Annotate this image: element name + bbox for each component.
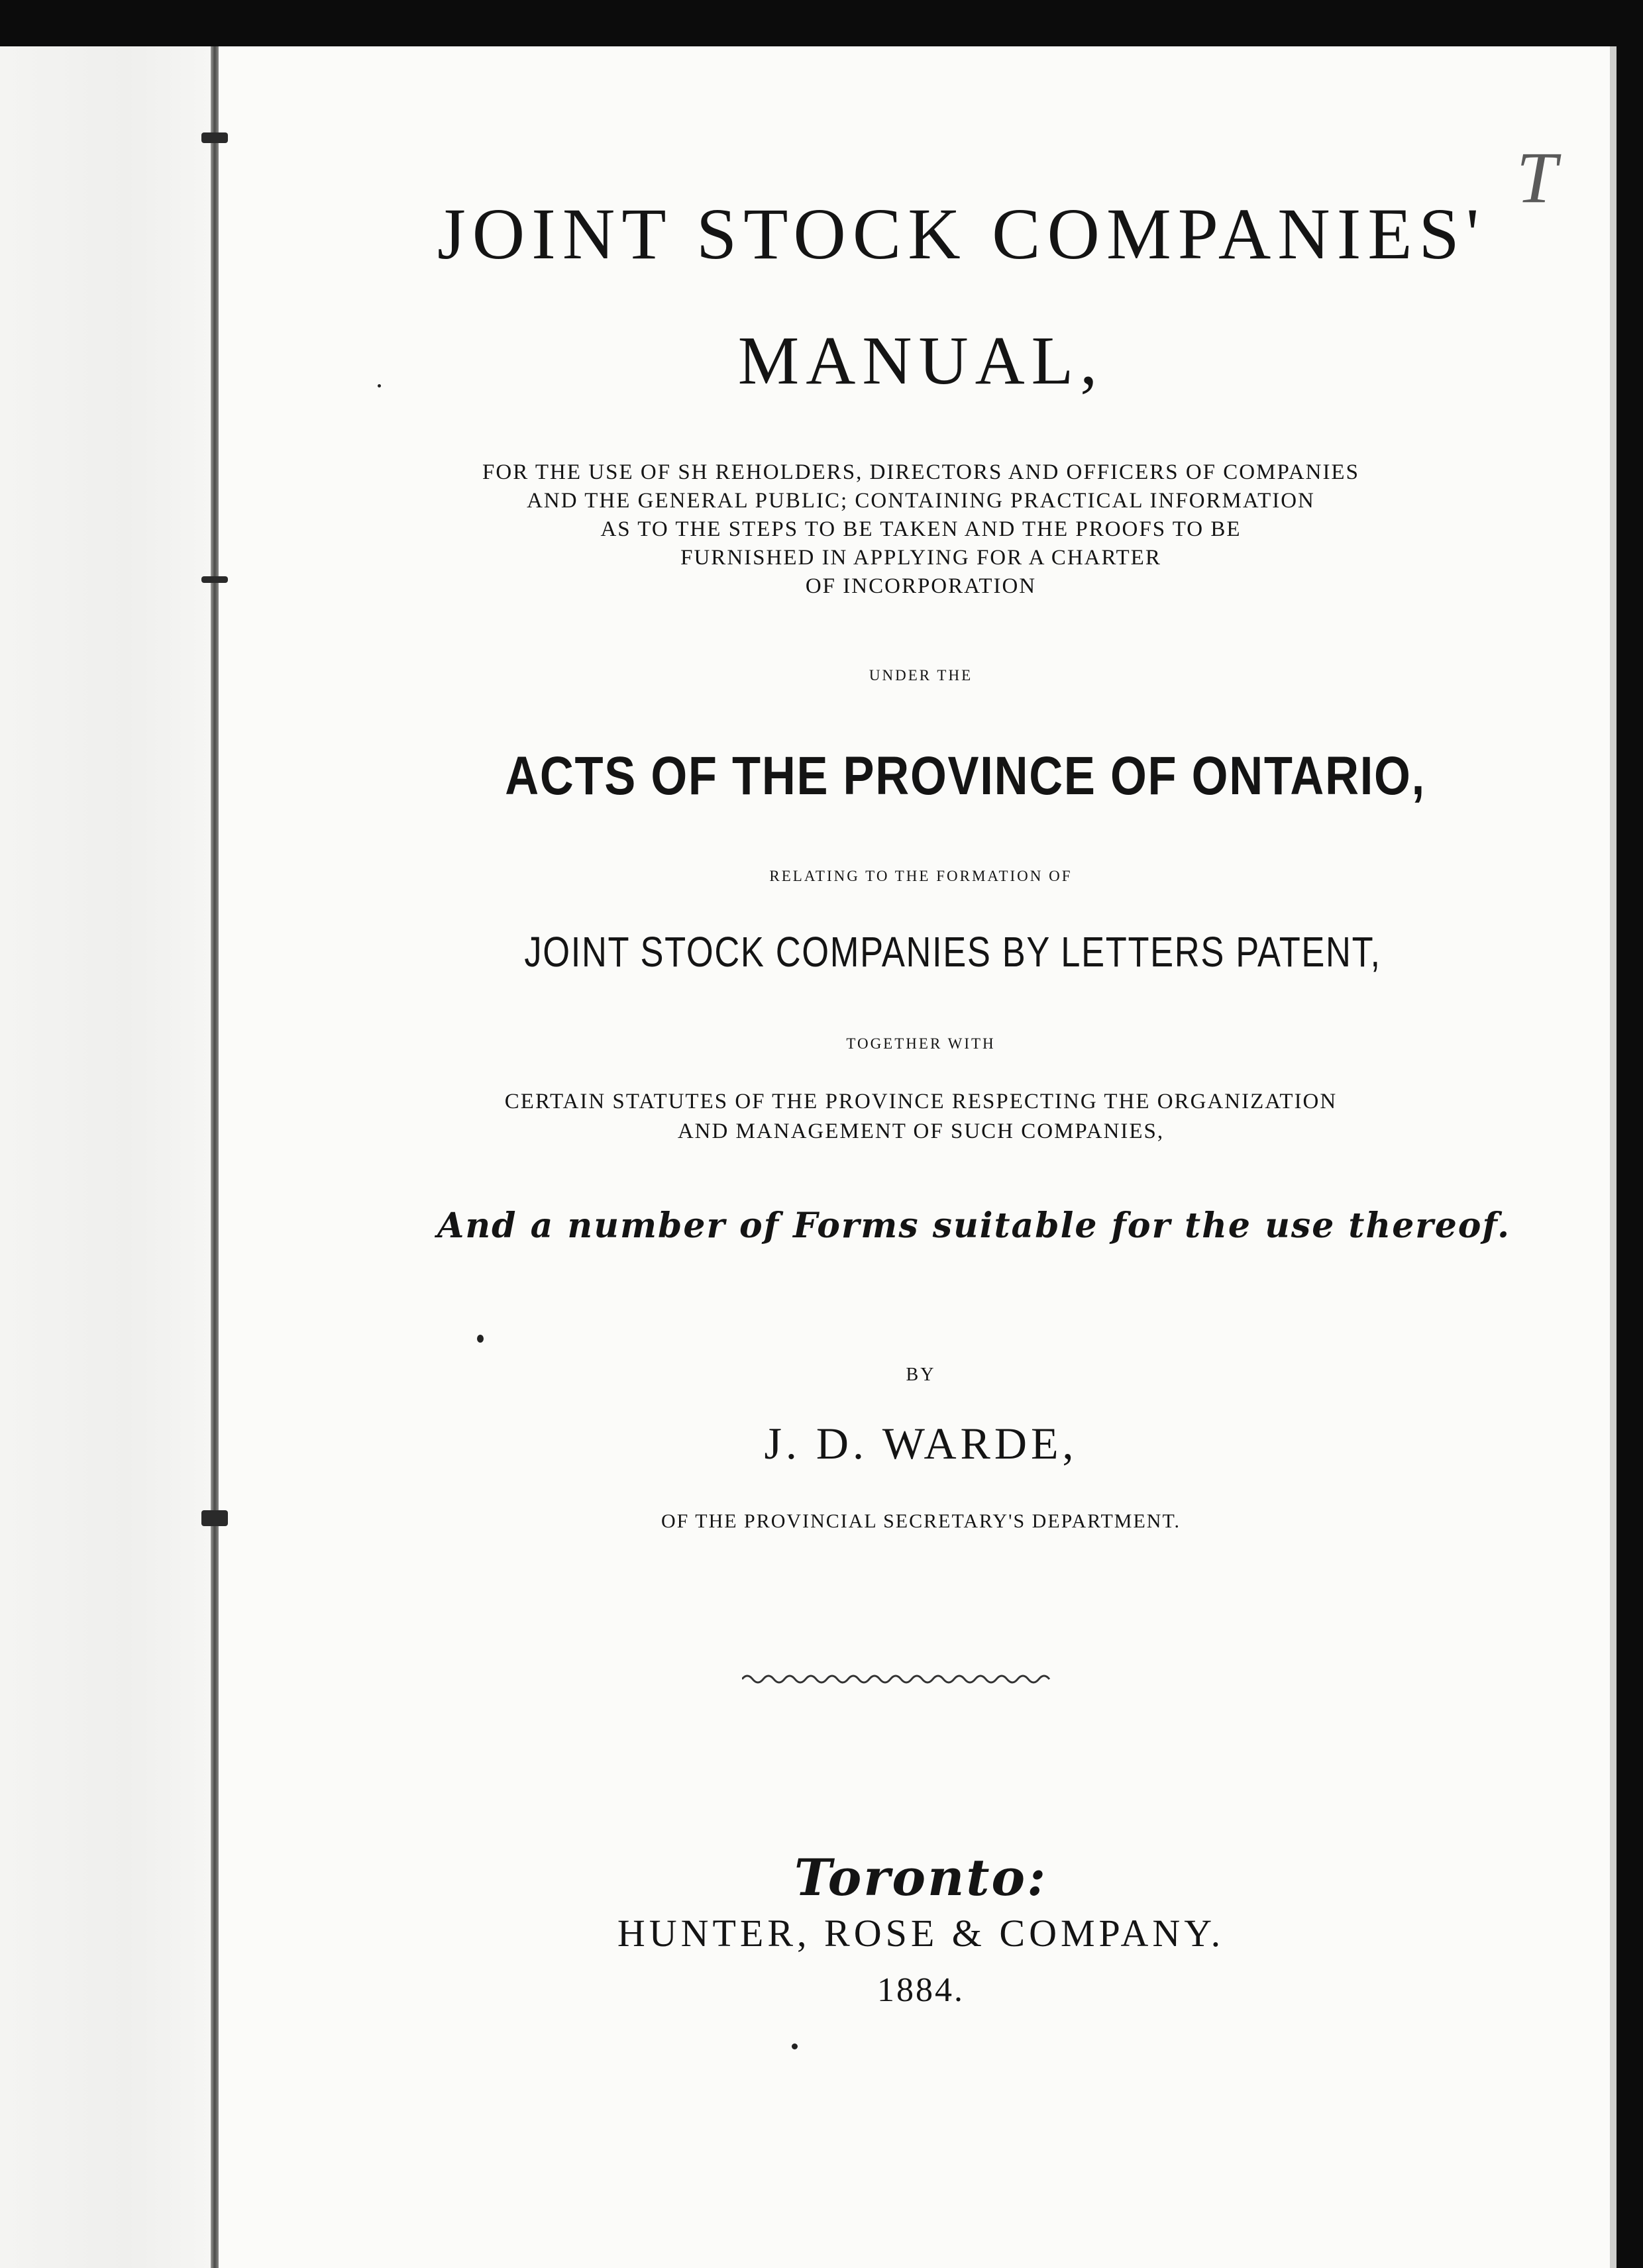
joint-stock-heading: JOINT STOCK COMPANIES BY LETTERS PATENT,: [524, 928, 1381, 976]
left-margin-shadow: [0, 46, 212, 2268]
title-page: [0, 46, 1616, 2268]
statutes-line-2: AND MANAGEMENT OF SUCH COMPANIES,: [677, 1119, 1165, 1143]
forms-line: And a number of Forms suitable for the use thereof.: [437, 1206, 1511, 1246]
wavy-rule-ornament: [742, 1669, 1053, 1689]
relating-label: RELATING TO THE FORMATION OF: [769, 868, 1073, 884]
ink-speck: [477, 1335, 484, 1343]
acts-heading: ACTS OF THE PROVINCE OF ONTARIO,: [505, 746, 1426, 806]
by-label: BY: [906, 1365, 936, 1385]
description-line-1: FOR THE USE OF SH REHOLDERS, DIRECTORS AND OFFICERS OF COMPANIES: [482, 460, 1359, 484]
page-right-edge: [1610, 46, 1616, 2268]
description-line-4: FURNISHED IN APPLYING FOR A CHARTER: [680, 546, 1161, 570]
title-line-2: MANUAL,: [737, 323, 1104, 399]
statutes-line-1: CERTAIN STATUTES OF THE PROVINCE RESPECTING THE ORGANIZATION: [504, 1090, 1338, 1113]
binding-staple: [201, 132, 228, 143]
binding-staple: [201, 1510, 228, 1526]
ink-speck: [792, 2043, 798, 2049]
publisher-name: HUNTER, ROSE & COMPANY.: [617, 1912, 1225, 1955]
under-the-label: UNDER THE: [869, 667, 973, 684]
handwritten-corner-mark: T: [1516, 137, 1557, 218]
description-line-3: AS TO THE STEPS TO BE TAKEN AND THE PROOFS TO BE: [600, 517, 1242, 541]
ink-speck: [378, 384, 381, 387]
author-name: J. D. WARDE,: [764, 1418, 1078, 1469]
author-department: OF THE PROVINCIAL SECRETARY'S DEPARTMENT.: [661, 1510, 1181, 1532]
description-line-2: AND THE GENERAL PUBLIC; CONTAINING PRACTICAL INFORMATION: [527, 489, 1315, 513]
together-with-label: TOGETHER WITH: [846, 1035, 996, 1052]
publication-year: 1884.: [877, 1971, 965, 2009]
binding-spine: [211, 46, 219, 2268]
binding-staple: [201, 576, 228, 583]
title-line-1: JOINT STOCK COMPANIES': [437, 193, 1486, 274]
place-of-publication: Toronto:: [794, 1848, 1048, 1907]
description-line-5: OF INCORPORATION: [805, 574, 1037, 598]
